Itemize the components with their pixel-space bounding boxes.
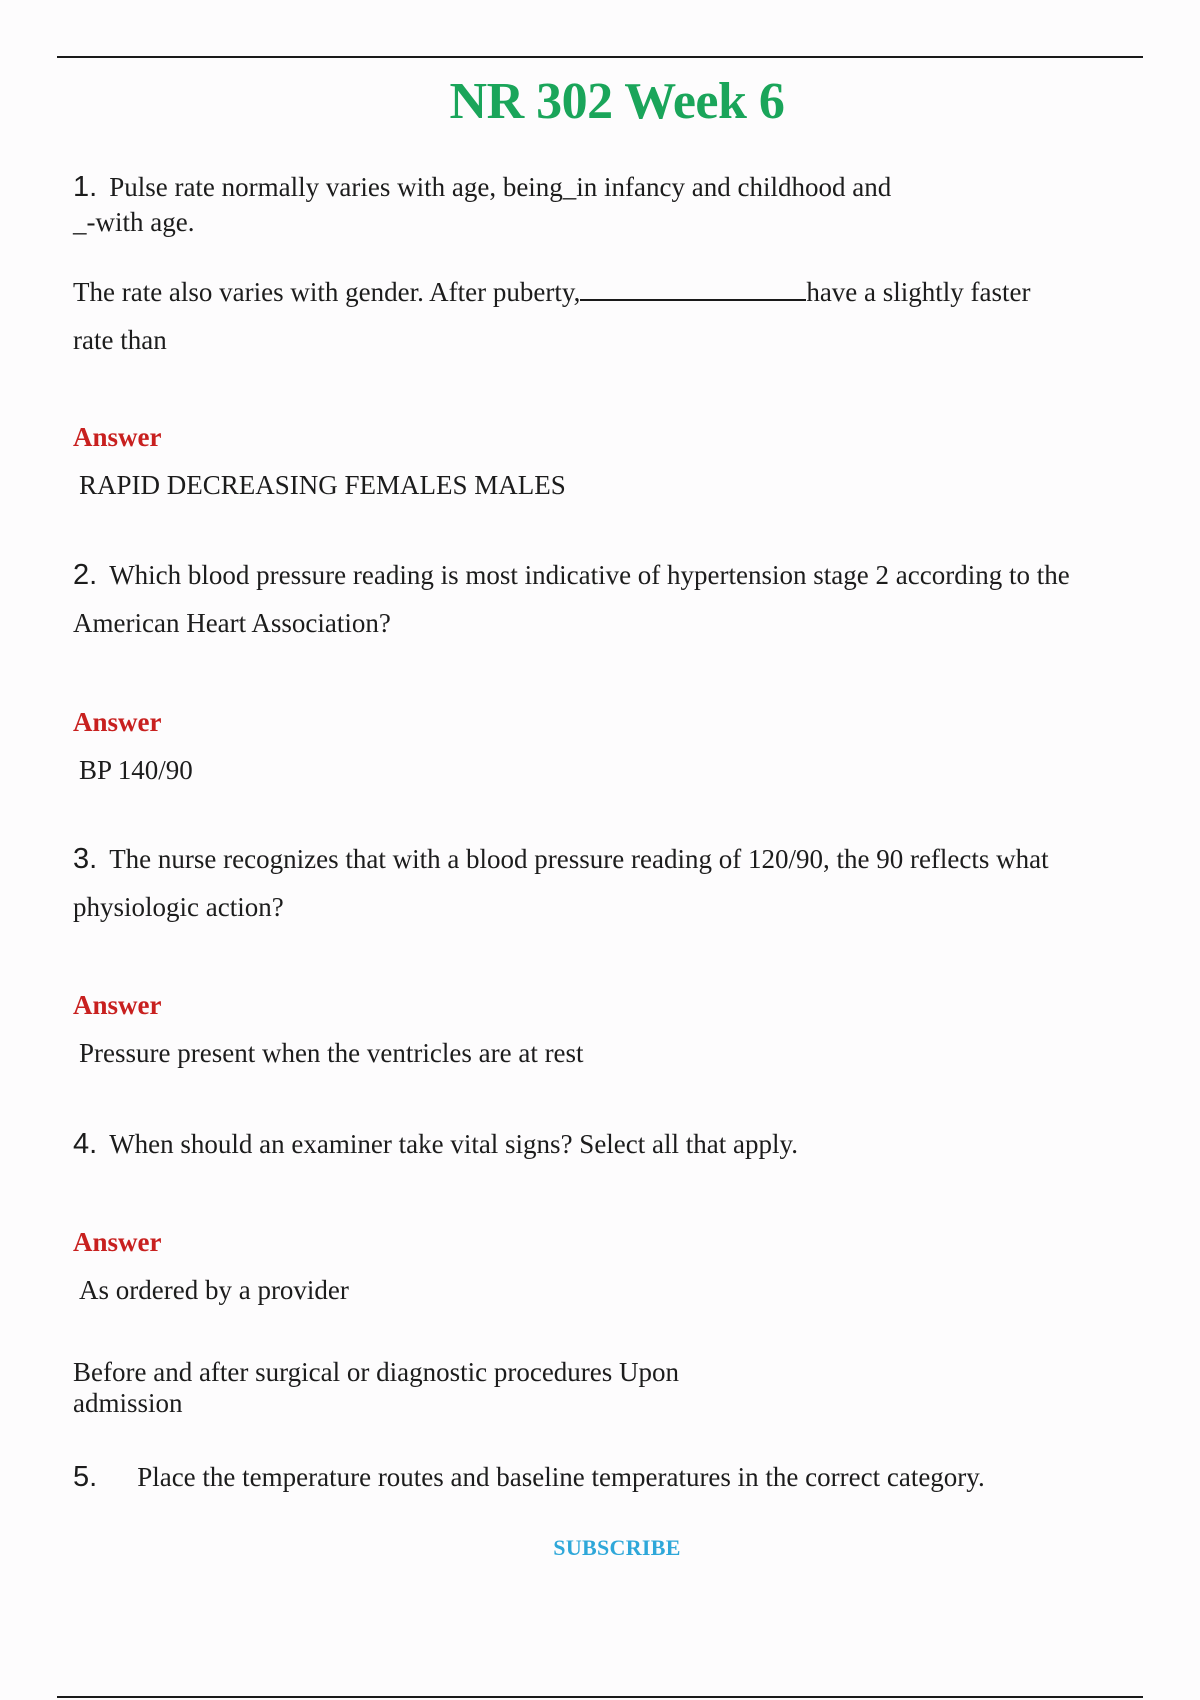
answer-text-extra: Before and after surgical or diagnostic procedures Upon — [73, 1357, 680, 1387]
fill-in-blank — [580, 275, 806, 301]
answer-text: Pressure present when the ventricles are at rest — [79, 1038, 584, 1068]
question-number: 3. — [73, 843, 98, 875]
question-text: The nurse recognizes that with a blood pressure reading of 120/90, the 90 reflects what — [109, 844, 1049, 874]
answer-text: BP 140/90 — [79, 755, 193, 785]
question-2-line2: American Heart Association? — [73, 608, 391, 638]
answer-label: Answer — [73, 707, 162, 737]
page-title: NR 302 Week 6 — [449, 73, 785, 130]
answer-label: Answer — [73, 990, 162, 1020]
question-1 — [73, 170, 891, 204]
question-text: have a slightly faster — [806, 277, 1031, 307]
question-1-line4: rate than — [73, 325, 167, 355]
answer-label: Answer — [73, 422, 162, 452]
question-number: 4. — [73, 1128, 98, 1160]
answer-text-extra: admission — [73, 1388, 183, 1418]
answer-label: Answer — [73, 1227, 162, 1257]
answer-text: RAPID DECREASING FEMALES MALES — [79, 470, 566, 500]
question-text: When should an examiner take vital signs? Select all that apply. — [109, 1129, 798, 1159]
bottom-rule — [57, 1696, 1143, 1698]
question-text: Which blood pressure reading is most indicative of hypertension stage 2 according to the — [109, 560, 1070, 590]
question-text: The rate also varies with gender. After puberty, — [73, 277, 581, 307]
question-text: Place the temperature routes and baseline temperatures in the correct category. — [137, 1462, 985, 1492]
question-3-line2: physiologic action? — [73, 892, 284, 922]
answer-text: As ordered by a provider — [79, 1275, 349, 1305]
question-number: 1. — [73, 171, 98, 203]
question-2 — [73, 558, 1070, 592]
question-1-line3 — [73, 275, 1031, 309]
question-text: Pulse rate normally varies with age, being_in infancy and childhood and — [109, 172, 892, 202]
question-number: 2. — [73, 559, 98, 591]
question-5 — [73, 1460, 985, 1494]
question-number: 5. — [73, 1461, 98, 1493]
question-4 — [73, 1127, 798, 1161]
question-1-line2: _-with age. — [73, 207, 195, 237]
subscribe-link[interactable]: SUBSCRIBE — [553, 1535, 681, 1560]
question-3 — [73, 842, 1049, 876]
top-rule — [57, 56, 1143, 58]
